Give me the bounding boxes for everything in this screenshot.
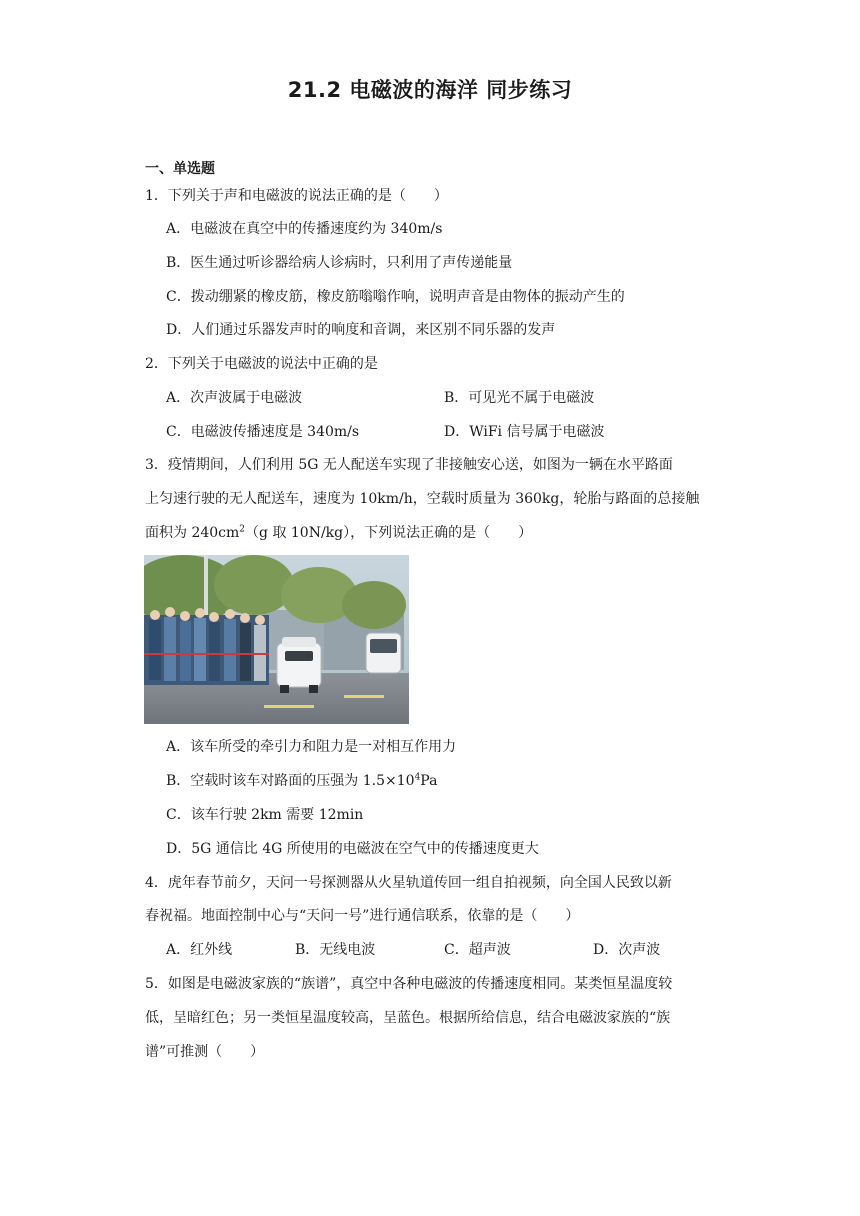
question-1-option-d: D．人们通过乐器发声时的响度和音调，来区别不同乐器的发声 — [166, 322, 556, 338]
question-4-option-c: C．超声波 — [444, 942, 511, 958]
question-1-stem: 1．下列关于声和电磁波的说法正确的是（ ） — [145, 188, 448, 204]
question-3-option-b — [166, 771, 437, 791]
question-5-line-2: 低，呈暗红色；另一类恒星温度较高，呈蓝色。根据所给信息，结合电磁波家族的“族 — [145, 1010, 671, 1026]
question-4-line-2: 春祝福。地面控制中心与“天问一号”进行通信联系，依靠的是（ ） — [145, 908, 580, 924]
question-2-option-a: A．次声波属于电磁波 — [166, 390, 303, 406]
question-2-option-b: B．可见光不属于电磁波 — [444, 390, 595, 406]
question-3-option-a: A．该车所受的牵引力和阻力是一对相互作用力 — [166, 739, 457, 755]
question-3-line-1: 3．疫情期间，人们利用 5G 无人配送车实现了非接触安心送，如图为一辆在水平路面 — [145, 457, 673, 473]
question-4-option-b: B．无线电波 — [295, 942, 376, 958]
question-3-line-3-post: （g 取 10N/kg），下列说法正确的是（ ） — [245, 525, 533, 541]
question-4-option-a: A．红外线 — [166, 942, 233, 958]
question-4-option-d: D．次声波 — [593, 942, 661, 958]
question-4-line-1: 4．虎年春节前夕，天问一号探测器从火星轨道传回一组自拍视频，向全国人民致以新 — [145, 875, 672, 891]
question-3-line-2: 上匀速行驶的无人配送车，速度为 10km/h，空载时质量为 360kg，轮胎与路面的总接触 — [145, 491, 700, 507]
question-2-stem: 2．下列关于电磁波的说法中正确的是 — [145, 356, 378, 372]
question-3-option-b-pre: B．空载时该车对路面的压强为 1.5×10 — [166, 773, 415, 789]
question-1-option-a: A．电磁波在真空中的传播速度约为 340m/s — [166, 221, 443, 237]
question-3-line-3-sup: 2 — [239, 524, 246, 535]
question-2-option-c: C．电磁波传播速度是 340m/s — [166, 424, 360, 440]
question-1-option-c: C．拨动绷紧的橡皮筋，橡皮筋嗡嗡作响，说明声音是由物体的振动产生的 — [166, 289, 625, 305]
question-5-line-3: 谱”可推测（ ） — [145, 1044, 265, 1060]
section-heading: 一、单选题 — [145, 161, 215, 177]
page-title: 21.2 电磁波的海洋 同步练习 — [287, 78, 573, 102]
question-2-option-d: D．WiFi 信号属于电磁波 — [444, 424, 605, 440]
question-1-option-b: B．医生通过听诊器给病人诊病时，只利用了声传递能量 — [166, 255, 513, 271]
delivery-vehicle-photo — [144, 555, 409, 724]
question-3-option-c: C．该车行驶 2km 需要 12min — [166, 807, 364, 823]
question-5-line-1: 5．如图是电磁波家族的“族谱”，真空中各种电磁波的传播速度相同。某类恒星温度较 — [145, 976, 673, 992]
question-3-option-d: D．5G 通信比 4G 所使用的电磁波在空气中的传播速度更大 — [166, 841, 539, 857]
question-3-option-b-post: Pa — [420, 773, 438, 789]
question-3-line-3 — [145, 523, 532, 543]
question-3-line-3-pre: 面积为 240cm — [145, 525, 240, 541]
question-3-option-b-sup: 4 — [414, 772, 421, 783]
